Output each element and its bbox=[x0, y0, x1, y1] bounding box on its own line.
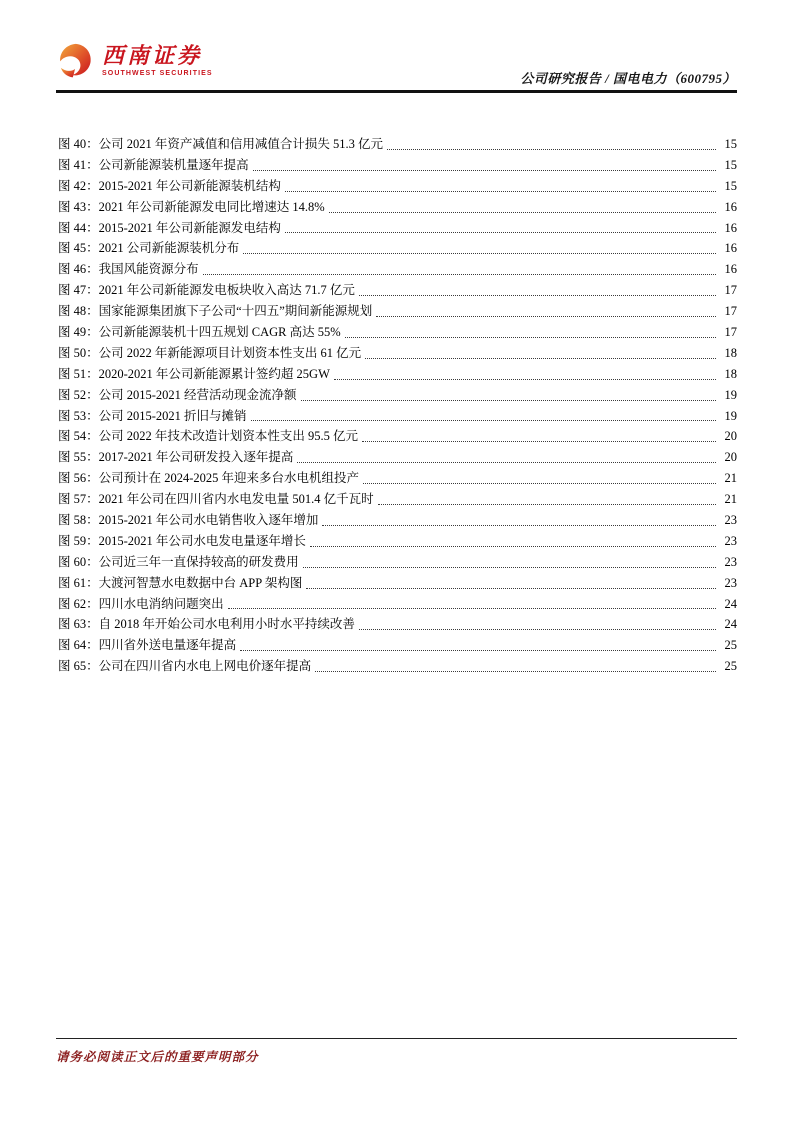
toc-entry[interactable] bbox=[58, 426, 737, 447]
toc-entry-page: 17 bbox=[724, 283, 737, 298]
toc-entry-label: 图 60： bbox=[58, 554, 99, 569]
toc-dot-leader bbox=[303, 567, 716, 568]
toc-entry-page: 23 bbox=[724, 554, 737, 569]
toc-dot-leader bbox=[334, 379, 716, 380]
toc-entry-title: 2015-2021 年公司水电发电量逐年增长 bbox=[98, 533, 306, 548]
toc-dot-leader bbox=[243, 253, 716, 254]
toc-entry[interactable] bbox=[58, 218, 737, 239]
toc-dot-leader bbox=[378, 504, 716, 505]
toc-entry-label: 图 50： bbox=[58, 345, 99, 360]
toc-entry-page: 23 bbox=[724, 575, 737, 590]
toc-entry-title: 2015-2021 年公司水电销售收入逐年增加 bbox=[98, 513, 319, 528]
toc-dot-leader bbox=[306, 588, 716, 589]
toc-entry-title: 公司预计在 2024-2025 年迎来多台水电机组投产 bbox=[98, 471, 360, 486]
toc-entry-label: 图 59： bbox=[58, 533, 99, 548]
toc-entry[interactable] bbox=[58, 280, 737, 301]
toc-entry-label: 图 40： bbox=[58, 136, 99, 151]
toc-dot-leader bbox=[345, 337, 716, 338]
toc-entry-label: 图 43： bbox=[58, 199, 99, 214]
toc-entry-page: 24 bbox=[724, 596, 737, 611]
toc-entry-title: 四川省外送电量逐年提高 bbox=[98, 638, 237, 653]
toc-dot-leader bbox=[285, 191, 716, 192]
toc-entry-title: 自 2018 年开始公司水电利用小时水平持续改善 bbox=[98, 617, 355, 632]
toc-entry[interactable] bbox=[58, 656, 737, 677]
toc-entry[interactable] bbox=[58, 489, 737, 510]
toc-dot-leader bbox=[376, 316, 716, 317]
toc-entry-page: 16 bbox=[724, 262, 737, 277]
toc-entry-title: 2015-2021 年公司新能源装机结构 bbox=[98, 178, 281, 193]
toc-entry-label: 图 56： bbox=[58, 471, 99, 486]
toc-dot-leader bbox=[228, 608, 716, 609]
toc-entry[interactable] bbox=[58, 531, 737, 552]
toc-entry-page: 23 bbox=[724, 533, 737, 548]
toc-entry-page: 18 bbox=[724, 366, 737, 381]
toc-entry[interactable] bbox=[58, 134, 737, 155]
toc-entry-label: 图 65： bbox=[58, 659, 99, 674]
toc-entry-title: 公司近三年一直保持较高的研发费用 bbox=[98, 554, 299, 569]
toc-entry[interactable] bbox=[58, 238, 737, 259]
toc-dot-leader bbox=[359, 295, 716, 296]
toc-entry-page: 17 bbox=[724, 304, 737, 319]
toc-entry-label: 图 47： bbox=[58, 283, 99, 298]
toc-entry-page: 20 bbox=[724, 450, 737, 465]
toc-entry-title: 公司 2021 年资产减值和信用减值合计损失 51.3 亿元 bbox=[98, 136, 384, 151]
toc-entry-title: 2020-2021 年公司新能源累计签约超 25GW bbox=[98, 366, 330, 381]
toc-dot-leader bbox=[301, 400, 716, 401]
toc-entry-page: 19 bbox=[724, 408, 737, 423]
toc-entry-page: 20 bbox=[724, 429, 737, 444]
toc-entry-title: 大渡河智慧水电数据中台 APP 架构图 bbox=[98, 575, 303, 590]
toc-entry-title: 公司 2022 年技术改造计划资本性支出 95.5 亿元 bbox=[98, 429, 359, 444]
toc-dot-leader bbox=[315, 671, 716, 672]
toc-dot-leader bbox=[365, 358, 716, 359]
brand-name-cn: 西南证券 bbox=[102, 43, 203, 68]
toc-entry[interactable] bbox=[58, 594, 737, 615]
toc-entry-label: 图 53： bbox=[58, 408, 99, 423]
toc-entry-title: 四川水电消纳问题突出 bbox=[98, 596, 224, 611]
brand-name-en: SOUTHWEST SECURITIES bbox=[102, 70, 213, 77]
toc-dot-leader bbox=[359, 629, 716, 630]
toc-dot-leader bbox=[363, 483, 716, 484]
toc-dot-leader bbox=[251, 420, 716, 421]
toc-entry[interactable] bbox=[58, 197, 737, 218]
toc-entry-label: 图 61： bbox=[58, 575, 99, 590]
toc-entry[interactable] bbox=[58, 573, 737, 594]
toc-entry-page: 21 bbox=[724, 492, 737, 507]
toc-entry-title: 我国风能资源分布 bbox=[98, 262, 199, 277]
toc-dot-leader bbox=[310, 546, 716, 547]
toc-dot-leader bbox=[253, 170, 716, 171]
toc-entry-title: 公司新能源装机十四五规划 CAGR 高达 55% bbox=[98, 325, 341, 339]
toc-entry-page: 18 bbox=[724, 345, 737, 360]
report-type-and-company: 公司研究报告 / 国电电力（600795） bbox=[520, 71, 736, 86]
toc-dot-leader bbox=[362, 441, 716, 442]
toc-entry-label: 图 64： bbox=[58, 638, 99, 653]
toc-entry[interactable] bbox=[58, 468, 737, 489]
toc-entry-label: 图 41： bbox=[58, 157, 99, 172]
toc-entry-page: 25 bbox=[724, 659, 737, 674]
toc-entry-page: 25 bbox=[724, 638, 737, 653]
toc-entry-page: 15 bbox=[724, 136, 737, 151]
toc-entry[interactable] bbox=[58, 385, 737, 406]
toc-entry-label: 图 54： bbox=[58, 429, 99, 444]
toc-dot-leader bbox=[285, 232, 716, 233]
toc-entry-page: 16 bbox=[724, 241, 737, 256]
footer-divider bbox=[56, 1038, 737, 1039]
toc-entry[interactable] bbox=[58, 259, 737, 280]
toc-entry-label: 图 52： bbox=[58, 387, 99, 402]
toc-entry-label: 图 46： bbox=[58, 262, 99, 277]
toc-entry-label: 图 58： bbox=[58, 513, 99, 528]
toc-entry[interactable] bbox=[58, 635, 737, 656]
toc-entry-page: 19 bbox=[724, 387, 737, 402]
figure-toc-list bbox=[58, 134, 737, 677]
toc-entry[interactable] bbox=[58, 301, 737, 322]
toc-entry-title: 公司 2015-2021 经营活动现金流净额 bbox=[98, 387, 297, 402]
toc-entry-title: 国家能源集团旗下子公司“十四五”期间新能源规划 bbox=[98, 304, 373, 319]
toc-entry[interactable] bbox=[58, 552, 737, 573]
header-divider bbox=[56, 90, 737, 93]
toc-entry-label: 图 44： bbox=[58, 220, 99, 235]
toc-dot-leader bbox=[297, 462, 716, 463]
toc-entry-label: 图 45： bbox=[58, 241, 99, 256]
toc-dot-leader bbox=[322, 525, 716, 526]
toc-entry[interactable] bbox=[58, 364, 737, 385]
toc-entry-page: 17 bbox=[724, 325, 737, 339]
toc-entry-title: 2015-2021 年公司新能源发电结构 bbox=[98, 220, 281, 235]
toc-entry[interactable] bbox=[58, 614, 737, 635]
toc-entry-title: 2021 年公司在四川省内水电发电量 501.4 亿千瓦时 bbox=[98, 492, 374, 507]
toc-dot-leader bbox=[329, 212, 716, 213]
toc-entry[interactable] bbox=[58, 322, 737, 343]
toc-entry-title: 公司 2022 年新能源项目计划资本性支出 61 亿元 bbox=[98, 345, 362, 360]
toc-entry-label: 图 42： bbox=[58, 178, 99, 193]
toc-entry-title: 2021 年公司新能源发电同比增速达 14.8% bbox=[98, 199, 325, 214]
toc-entry-page: 15 bbox=[724, 157, 737, 172]
toc-entry[interactable] bbox=[58, 343, 737, 364]
toc-entry-title: 2017-2021 年公司研发投入逐年提高 bbox=[98, 450, 294, 465]
toc-entry-page: 16 bbox=[724, 220, 737, 235]
toc-entry-title: 2021 年公司新能源发电板块收入高达 71.7 亿元 bbox=[98, 283, 355, 298]
toc-entry-title: 公司新能源装机量逐年提高 bbox=[98, 157, 249, 172]
toc-entry-title: 公司在四川省内水电上网电价逐年提高 bbox=[98, 659, 312, 674]
toc-entry[interactable] bbox=[58, 447, 737, 468]
toc-dot-leader bbox=[203, 274, 716, 275]
toc-entry-label: 图 62： bbox=[58, 596, 99, 611]
toc-entry-label: 图 55： bbox=[58, 450, 99, 465]
toc-entry-label: 图 57： bbox=[58, 492, 99, 507]
toc-entry-label: 图 51： bbox=[58, 366, 99, 381]
toc-entry[interactable] bbox=[58, 176, 737, 197]
toc-entry[interactable] bbox=[58, 510, 737, 531]
toc-entry-label: 图 49： bbox=[58, 325, 99, 339]
toc-dot-leader bbox=[387, 149, 716, 150]
toc-dot-leader bbox=[240, 650, 716, 651]
footer-disclaimer: 请务必阅读正文后的重要声明部分 bbox=[56, 1050, 259, 1064]
toc-entry-page: 24 bbox=[724, 617, 737, 632]
toc-entry-label: 图 63： bbox=[58, 617, 99, 632]
toc-entry-page: 21 bbox=[724, 471, 737, 486]
toc-entry-label: 图 48： bbox=[58, 304, 99, 319]
toc-entry-page: 15 bbox=[724, 178, 737, 193]
brand-logo bbox=[56, 42, 213, 80]
toc-entry[interactable] bbox=[58, 406, 737, 427]
brand-text-block bbox=[102, 45, 213, 77]
toc-entry-page: 16 bbox=[724, 199, 737, 214]
toc-entry-page: 23 bbox=[724, 513, 737, 528]
southwest-securities-logo-icon bbox=[56, 42, 94, 80]
toc-entry-title: 2021 公司新能源装机分布 bbox=[98, 241, 240, 256]
toc-entry[interactable] bbox=[58, 155, 737, 176]
toc-entry-title: 公司 2015-2021 折旧与摊销 bbox=[98, 408, 247, 423]
